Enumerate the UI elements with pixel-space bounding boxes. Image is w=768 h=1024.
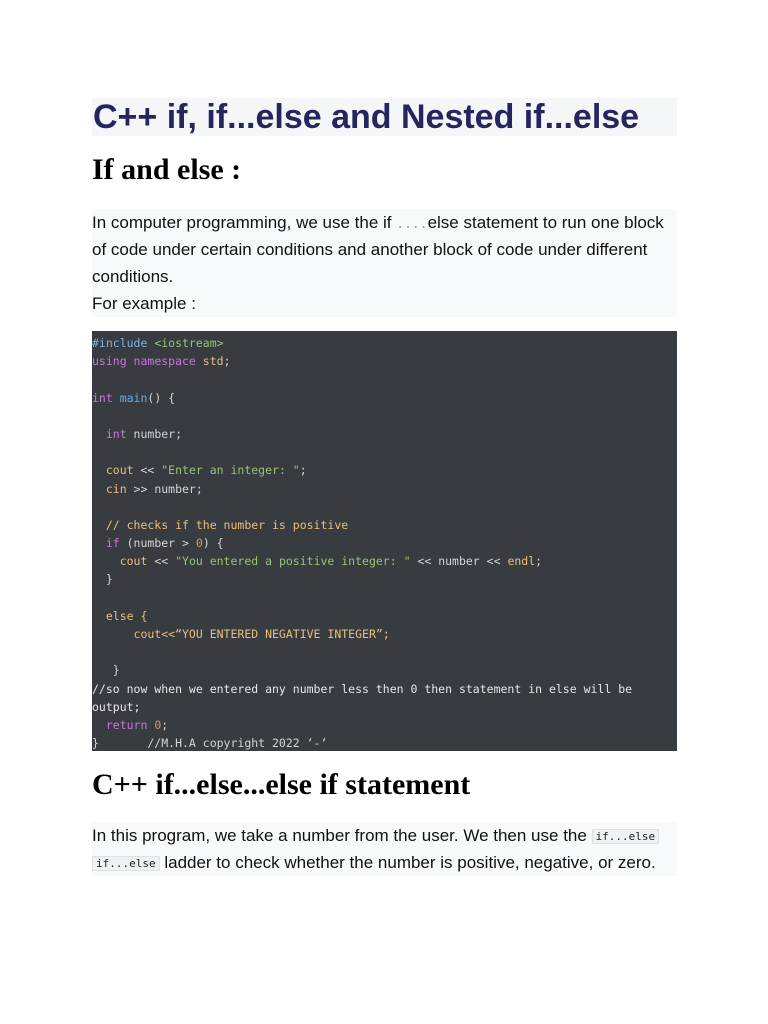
code-token: namespace [126,354,196,369]
code-line [92,680,677,698]
code-line [92,480,677,498]
code-token: 0 [195,536,203,551]
code-line [92,734,677,751]
code-line [92,352,677,370]
code-line [92,625,677,643]
code-token: ; [223,354,231,369]
text: In computer programming, we use the if [92,213,397,232]
text: In this program, we take a number from the user. We then use the [92,826,592,845]
code-line [92,370,677,388]
code-token: { [133,608,148,623]
code-token: number; [126,426,183,441]
code-token: } [92,572,113,587]
else-if-paragraph [92,822,677,876]
code-line [92,461,677,479]
paragraph-line: of code under certain conditions and another block of code under different [92,236,677,263]
code-token: ) { [202,536,224,551]
code-comment: //so now when we entered any number less then 0 then statement in else will be [92,681,633,696]
code-token: cin [92,481,127,496]
code-token: "Enter an integer: " [161,463,300,478]
code-line [92,661,677,679]
paragraph-line [92,849,677,876]
code-line [92,552,677,570]
code-token: using [92,354,127,369]
code-comment: output; [92,699,141,714]
section-heading-if-else: If and else : [92,153,242,186]
code-token: int [92,426,127,441]
section-heading-else-if: C++ if...else...else if statement [92,768,471,801]
code-line [92,334,677,352]
code-line [92,534,677,552]
code-token: else [92,608,134,623]
code-token: << [147,554,176,569]
code-token: (number > [119,536,196,551]
code-token: 0 [147,717,162,732]
code-line [92,443,677,461]
code-token: endl [507,554,536,569]
code-line [92,589,677,607]
inline-code: if...else [592,829,660,844]
code-line [92,716,677,734]
page-title: C++ if, if...else and Nested if...else [93,98,640,136]
code-token: << [133,463,162,478]
code-token: cout [92,463,134,478]
paragraph-line: conditions. [92,263,677,290]
code-line [92,516,677,534]
code-token: cout [92,554,148,569]
inline-code: .... [396,217,428,232]
text: else statement to run one block [427,213,664,232]
code-token: <iostream> [147,336,224,350]
code-token: << number << [410,554,508,569]
code-token: main [112,390,148,405]
code-comment: } //M.H.A copyright 2022 ‘-‘ [92,736,328,751]
code-line [92,570,677,588]
intro-paragraph [92,209,677,317]
code-line [92,607,677,625]
paragraph-line [92,209,677,236]
code-line [92,698,677,716]
code-line [92,643,677,661]
code-token: std [195,354,224,369]
code-token: int [92,390,113,405]
code-token: () { [147,390,176,405]
title-bar [92,98,677,136]
code-line [92,498,677,516]
code-line [92,407,677,425]
code-line [92,389,677,407]
inline-code: if...else [92,856,160,871]
article [92,98,677,876]
paragraph-line: For example : [92,290,677,317]
code-token: return [92,717,148,732]
code-token: } [92,663,120,678]
code-token: cout<<“YOU ENTERED NEGATIVE INTEGER”; [92,627,390,641]
code-token: "You entered a positive integer: " [175,554,411,569]
code-token: ; [535,554,543,569]
code-token: >> number; [126,481,203,496]
text: ladder to check whether the number is positive, negative, or zero. [159,853,656,872]
code-token: if [92,536,120,551]
code-token: #include [92,336,148,350]
code-line [92,425,677,443]
code-block [92,331,677,751]
code-comment: // checks if the number is positive [92,517,349,532]
code-token: ; [161,717,169,732]
paragraph-line [92,822,677,849]
code-token: ; [299,463,307,478]
